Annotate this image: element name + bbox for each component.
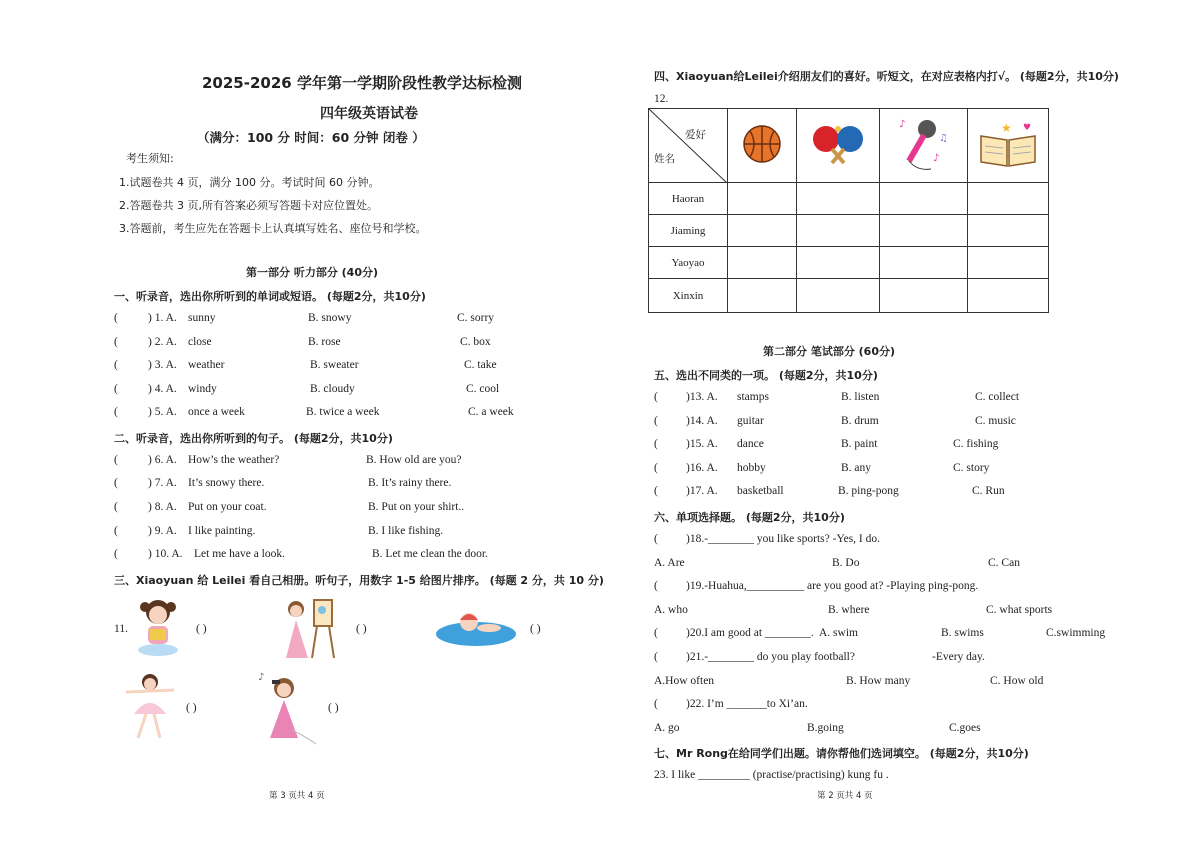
question-number: ) 5. A. xyxy=(148,406,177,418)
answer-paren[interactable]: ( xyxy=(114,336,118,348)
question-number: ) 3. A. xyxy=(148,359,177,371)
option-b: B. snowy xyxy=(308,312,352,324)
tick-cell[interactable] xyxy=(797,247,880,279)
option-b: B. I like fishing. xyxy=(368,525,444,537)
option-c: C. How old xyxy=(990,675,1044,687)
section7-title: 七、Mr Rong在给同学们出题。请你帮他们选词填空。 (每题2分，共10分) xyxy=(654,747,1029,760)
name-cell: Yaoyao xyxy=(649,247,728,279)
tick-cell[interactable] xyxy=(797,279,880,313)
tick-cell[interactable] xyxy=(728,215,797,247)
option-a: A. Are xyxy=(654,557,685,569)
section1-title: 一、听录音，选出你所听到的单词或短语。 (每题2分，共10分) xyxy=(114,290,426,303)
answer-blank[interactable]: ( ) xyxy=(196,623,207,635)
section3-title: 三、Xiaoyuan 给 Leilei 看自己相册。听句子，用数字 1-5 给图片排序。 (每题 2 分，共 10 分) xyxy=(114,574,604,587)
option-a: It’s snowy there. xyxy=(188,477,265,489)
hobby-table xyxy=(648,108,1049,313)
book-icon xyxy=(977,118,1039,170)
option-b: B. paint xyxy=(841,438,878,450)
question-number: 12. xyxy=(654,93,669,105)
option-b: B. cloudy xyxy=(310,383,355,395)
tick-cell[interactable] xyxy=(880,183,968,215)
option-c: C. fishing xyxy=(953,438,999,450)
question-22: )22. I’m _______to Xi’an. xyxy=(686,698,808,710)
exam-title: 2025-2026 学年第一学期阶段性教学达标检测 xyxy=(202,74,522,92)
section6-title: 六、单项选择题。 (每题2分，共10分) xyxy=(654,511,845,524)
option-c: C. take xyxy=(464,359,497,371)
page-footer: 第 3 页共 4 页 xyxy=(269,791,325,801)
svg-text:★: ★ xyxy=(1001,120,1012,135)
option-b: B.going xyxy=(807,722,844,734)
notice-heading: 考生须知: xyxy=(126,152,174,165)
tick-cell[interactable] xyxy=(968,279,1049,313)
option-b: B. Let me clean the door. xyxy=(372,548,488,560)
girl-reading-icon xyxy=(134,596,182,658)
tick-cell[interactable] xyxy=(728,247,797,279)
girl-singing-icon xyxy=(252,668,322,748)
answer-blank[interactable]: ( ) xyxy=(328,702,339,714)
table-corner-cell xyxy=(649,109,728,183)
option-b: B. Put on your shirt.. xyxy=(368,501,465,513)
svg-text:♪: ♪ xyxy=(898,118,905,130)
question-18: )18.-________ you like sports? -Yes, I do. xyxy=(686,533,881,545)
tick-cell[interactable] xyxy=(968,183,1049,215)
microphone-icon xyxy=(897,115,951,173)
option-a: A. go xyxy=(654,722,680,734)
tick-cell[interactable] xyxy=(797,215,880,247)
option-b: B. Do xyxy=(832,557,860,569)
question-number: ) 2. A. xyxy=(148,336,177,348)
basketball-icon xyxy=(742,124,782,164)
answer-paren[interactable]: ( xyxy=(114,501,118,513)
ballet-dancer-icon xyxy=(120,670,180,742)
table-row xyxy=(649,247,1049,279)
option-c: C. Run xyxy=(972,485,1005,497)
hobby-header-cell xyxy=(728,109,797,183)
answer-paren[interactable]: ( xyxy=(114,383,118,395)
tick-cell[interactable] xyxy=(880,215,968,247)
option-a: A. swim xyxy=(819,627,858,639)
question-number: ) 7. A. xyxy=(148,477,177,489)
corner-label-hobby: 爱好 xyxy=(685,129,706,141)
option-c: C.swimming xyxy=(1046,627,1106,639)
ping-pong-icon xyxy=(808,123,868,165)
svg-text:♫: ♫ xyxy=(938,132,948,144)
option-a: windy xyxy=(188,383,217,395)
question-21: )21.-________ do you play football? xyxy=(686,651,855,663)
answer-paren[interactable]: ( xyxy=(114,477,118,489)
svg-text:♥: ♥ xyxy=(1023,122,1032,133)
answer-paren[interactable]: ( xyxy=(114,359,118,371)
name-cell: Haoran xyxy=(649,183,728,215)
section5-title: 五、选出不同类的一项。 (每题2分，共10分) xyxy=(654,369,878,382)
score-info: （满分：100 分 时间：60 分钟 闭卷 ） xyxy=(197,130,425,145)
notice-line: 1.试题卷共 4 页，满分 100 分。考试时间 60 分钟。 xyxy=(119,176,380,189)
answer-blank[interactable]: ( ) xyxy=(186,702,197,714)
option-a: How’s the weather? xyxy=(188,454,280,466)
answer-blank[interactable]: ( ) xyxy=(530,623,541,635)
answer-paren[interactable]: ( xyxy=(114,525,118,537)
answer-paren[interactable]: ( xyxy=(654,391,658,403)
tick-cell[interactable] xyxy=(728,279,797,313)
tick-cell[interactable] xyxy=(968,247,1049,279)
option-a: Put on your coat. xyxy=(188,501,267,513)
diagonal-line xyxy=(649,109,727,183)
answer-paren[interactable]: ( xyxy=(654,627,658,639)
option-a: A.How often xyxy=(654,675,715,687)
option-b: B. It’s rainy there. xyxy=(368,477,452,489)
option-c: C. music xyxy=(975,415,1016,427)
notice-line: 2.答题卷共 3 页,所有答案必须写答题卡对应位置处。 xyxy=(119,199,378,212)
answer-paren[interactable]: ( xyxy=(114,406,118,418)
option-b: B. How old are you? xyxy=(366,454,462,466)
girl-painting-icon xyxy=(280,596,338,660)
section4-title: 四、Xiaoyuan给Leilei介绍朋友们的喜好。听短文，在对应表格内打√。 (每题2分，共10分) xyxy=(654,70,1119,83)
question-20: )20.I am good at ________. xyxy=(686,627,814,639)
answer-paren[interactable]: ( xyxy=(114,548,118,560)
option-b: B. sweater xyxy=(310,359,359,371)
table-row xyxy=(649,279,1049,313)
option-c: C. story xyxy=(953,462,990,474)
hobby-header-cell xyxy=(968,109,1049,183)
answer-paren[interactable]: ( xyxy=(114,312,118,324)
option-c: C. sorry xyxy=(457,312,495,324)
option-b: B. listen xyxy=(841,391,880,403)
answer-paren[interactable]: ( xyxy=(654,415,658,427)
hobby-header-cell xyxy=(880,109,968,183)
option-c: C. what sports xyxy=(986,604,1053,616)
option-b: B. drum xyxy=(841,415,879,427)
option-a: close xyxy=(188,336,212,348)
question-number: )13. A. xyxy=(686,391,718,403)
question-number: ) 10. A. xyxy=(148,548,183,560)
answer-text: -Every day. xyxy=(932,651,985,663)
option-a: stamps xyxy=(737,391,769,403)
answer-paren[interactable]: ( xyxy=(654,533,658,545)
question-23: 23. I like _________ (practise/practising) kung fu . xyxy=(654,769,889,781)
question-number: )16. A. xyxy=(686,462,718,474)
option-a: weather xyxy=(188,359,225,371)
page-footer: 第 2 页共 4 页 xyxy=(817,791,873,801)
question-number: )14. A. xyxy=(686,415,718,427)
answer-paren[interactable]: ( xyxy=(654,580,658,592)
svg-text:♪: ♪ xyxy=(932,152,939,164)
tick-cell[interactable] xyxy=(968,215,1049,247)
question-number: ) 4. A. xyxy=(148,383,177,395)
answer-paren[interactable]: ( xyxy=(654,651,658,663)
option-b: B. How many xyxy=(846,675,911,687)
option-a: sunny xyxy=(188,312,216,324)
option-a: once a week xyxy=(188,406,245,418)
tick-cell[interactable] xyxy=(728,183,797,215)
question-number: )15. A. xyxy=(686,438,718,450)
question-19: )19.-Huahua,__________ are you good at? -Playing ping-pong. xyxy=(686,580,979,592)
tick-cell[interactable] xyxy=(797,183,880,215)
exam-subtitle: 四年级英语试卷 xyxy=(320,106,418,122)
option-b: B. rose xyxy=(308,336,341,348)
option-a: guitar xyxy=(737,415,764,427)
corner-label-name: 姓名 xyxy=(654,153,675,165)
option-c: C. collect xyxy=(975,391,1020,403)
question-number: ) 1. A. xyxy=(148,312,177,324)
option-a: hobby xyxy=(737,462,766,474)
answer-paren[interactable]: ( xyxy=(114,454,118,466)
option-a: I like painting. xyxy=(188,525,256,537)
hobby-header-cell xyxy=(797,109,880,183)
option-c: C. cool xyxy=(466,383,500,395)
notice-line: 3.答题前，考生应先在答题卡上认真填写姓名、座位号和学校。 xyxy=(119,222,427,235)
option-b: B. where xyxy=(828,604,870,616)
part1-heading: 第一部分 听力部分 (40分) xyxy=(246,266,379,279)
option-b: B. any xyxy=(841,462,872,474)
option-a: dance xyxy=(737,438,764,450)
option-c: C. Can xyxy=(988,557,1020,569)
answer-paren[interactable]: ( xyxy=(654,485,658,497)
table-row xyxy=(649,183,1049,215)
svg-text:♪: ♪ xyxy=(258,672,265,683)
answer-blank[interactable]: ( ) xyxy=(356,623,367,635)
answer-paren[interactable]: ( xyxy=(654,438,658,450)
section2-title: 二、听录音，选出你所听到的句子。 (每题2分，共10分) xyxy=(114,432,393,445)
question-number: ) 8. A. xyxy=(148,501,177,513)
tick-cell[interactable] xyxy=(880,279,968,313)
option-b: B. swims xyxy=(941,627,984,639)
name-cell: Jiaming xyxy=(649,215,728,247)
option-c: C. box xyxy=(460,336,491,348)
option-a: A. who xyxy=(654,604,688,616)
question-number: ) 9. A. xyxy=(148,525,177,537)
option-c: C.goes xyxy=(949,722,981,734)
option-a: basketball xyxy=(737,485,784,497)
question-number: )17. A. xyxy=(686,485,718,497)
question-number: 11. xyxy=(114,623,128,635)
question-number: ) 6. A. xyxy=(148,454,177,466)
option-c: C. a week xyxy=(468,406,514,418)
tick-cell[interactable] xyxy=(880,247,968,279)
answer-paren[interactable]: ( xyxy=(654,462,658,474)
answer-paren[interactable]: ( xyxy=(654,698,658,710)
option-a: Let me have a look. xyxy=(194,548,286,560)
part2-heading: 第二部分 笔试部分 (60分) xyxy=(763,345,896,358)
table-row xyxy=(649,215,1049,247)
option-b: B. twice a week xyxy=(306,406,380,418)
swimming-icon xyxy=(433,604,519,650)
name-cell: Xinxin xyxy=(649,279,728,313)
option-b: B. ping-pong xyxy=(838,485,899,497)
